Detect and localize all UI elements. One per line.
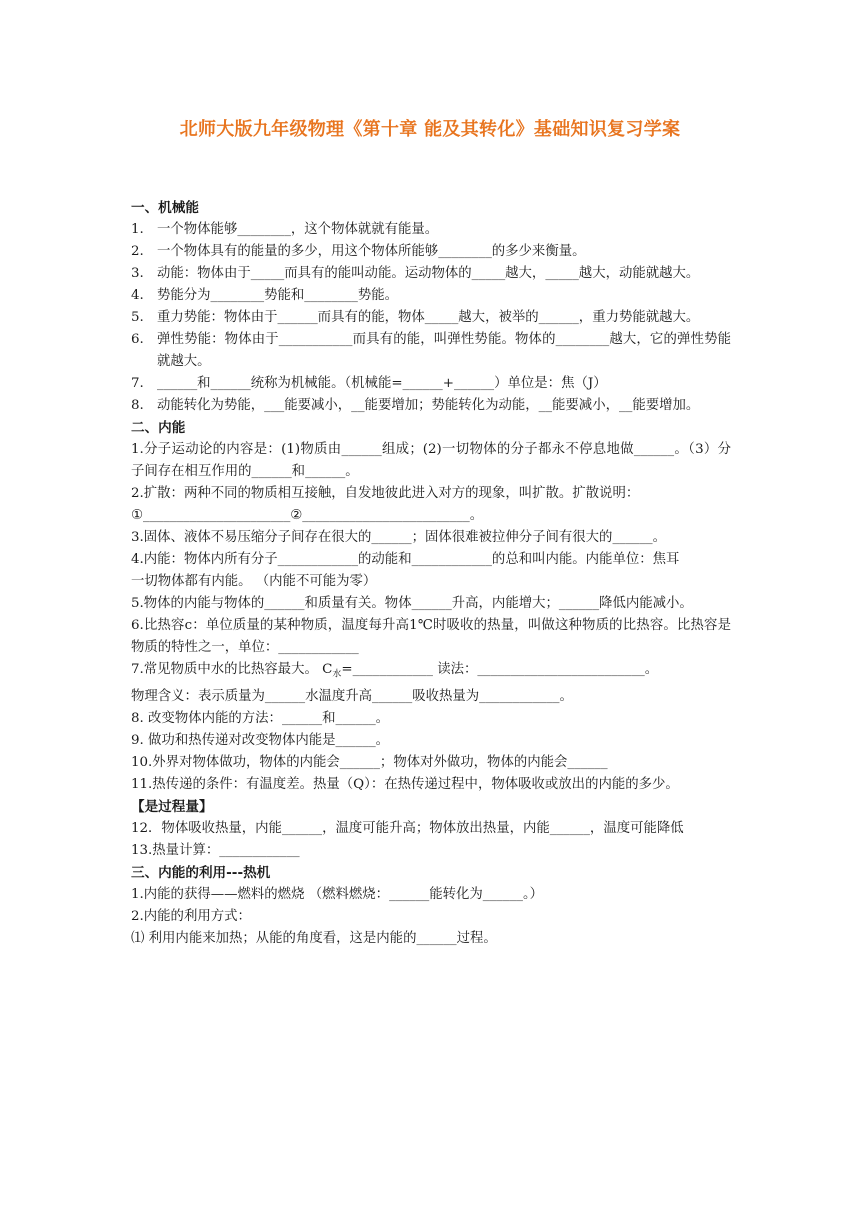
text-line: 1.内能的获得——燃料的燃烧 （燃料燃烧：______能转化为______。） bbox=[131, 886, 544, 902]
list-item: 7. ______和______统称为机械能。（机械能=______+______）单位是：焦（J） bbox=[131, 376, 607, 391]
text-line-water-specific-heat: 7.常见物质中水的比热容最大。 $C_水=\_\_\_\_\_\_\_\_\_\_\_\_$ 读法：_________________________。 bbox=[131, 662, 659, 680]
list-item: 4. 势能分为________势能和________势能。 bbox=[131, 288, 399, 303]
section-heading-internal-energy: 二、内能 bbox=[131, 420, 186, 436]
text-line: 9. 做功和热传递对改变物体内能是______。 bbox=[131, 732, 390, 748]
text-line: 1.分子运动论的内容是：(1)物质由______组成；(2)一切物体的分子都永不停息地做______。（3）分子间存在相互作用的______和______。 bbox=[131, 442, 731, 479]
text-line: 2.扩散：两种不同的物质相互接触，自发地彼此进入对方的现象，叫扩散。扩散说明： bbox=[131, 486, 640, 501]
list-item: 5. 重力势能：物体由于______而具有的能，物体_____越大，被举的______，重力势能就越大。 bbox=[131, 310, 700, 325]
text-line: ⑴ 利用内能来加热；从能的角度看，这是内能的______过程。 bbox=[131, 930, 497, 946]
text-line: 4.内能：物体内所有分子____________的动能和____________的总和叫内能。内能单位：焦耳 bbox=[131, 552, 680, 567]
list-item: 3. 动能：物体由于_____而具有的能叫动能。运动物体的_____越大，_____越大，动能就越大。 bbox=[131, 266, 700, 281]
text-line: 8. 改变物体内能的方法：______和______。 bbox=[131, 710, 390, 726]
list-item: 2. 一个物体具有的能量的多少，用这个物体所能够________的多少来衡量。 bbox=[131, 244, 586, 259]
text-line: 10.外界对物体做功，物体的内能会______；物体对外做功，物体的内能会______ bbox=[131, 754, 608, 770]
section-heading-mechanical-energy: 一、机械能 bbox=[131, 200, 199, 216]
text-line: 13.热量计算：____________ bbox=[131, 842, 300, 858]
text-line: 3.固体、液体不易压缩分子间存在很大的______；固体很难被拉伸分子间有很大的______。 bbox=[131, 530, 667, 545]
text-line: 一切物体都有内能。 （内能不可能为零） bbox=[131, 574, 377, 589]
text-line: 11.热传递的条件：有温度差。热量（Q）：在热传递过程中，物体吸收或放出的内能的多少。 bbox=[131, 776, 679, 792]
text-line: 物理含义：表示质量为______水温度升高______吸收热量为____________。 bbox=[131, 688, 573, 704]
list-item: 6. 弹性势能：物体由于___________而具有的能，叫弹性势能。物体的________越大，它的弹性势能就越大。 bbox=[131, 332, 731, 369]
text-line: 5.物体的内能与物体的______和质量有关。物体______升高，内能增大；______降低内能减小。 bbox=[131, 596, 693, 611]
text-line: 6.比热容c：单位质量的某种物质，温度每升高1℃时吸收的热量，叫做这种物质的比热容。比热容是物质的特性之一，单位：____________ bbox=[131, 618, 731, 655]
document-body bbox=[131, 197, 731, 950]
text-line: 2.内能的利用方式： bbox=[131, 908, 251, 924]
list-item: 1. 一个物体能够________，这个物体就就有能量。 bbox=[131, 222, 439, 237]
text-line: ①______________________②_________________________。 bbox=[131, 508, 484, 523]
document-title: 北师大版九年级物理《第十章 能及其转化》基础知识复习学案 bbox=[179, 119, 681, 140]
text-line: 12．物体吸收热量，内能______，温度可能升高；物体放出热量，内能______，温度可能降低 bbox=[131, 820, 684, 836]
list-item: 8. 动能转化为势能，___能要减小，__能要增加；势能转化为动能，__能要减小，__能要增加。 bbox=[131, 398, 700, 413]
section-heading-heat-engine: 三、内能的利用---热机 bbox=[131, 864, 271, 881]
bold-note: 【是过程量】 bbox=[131, 798, 213, 815]
